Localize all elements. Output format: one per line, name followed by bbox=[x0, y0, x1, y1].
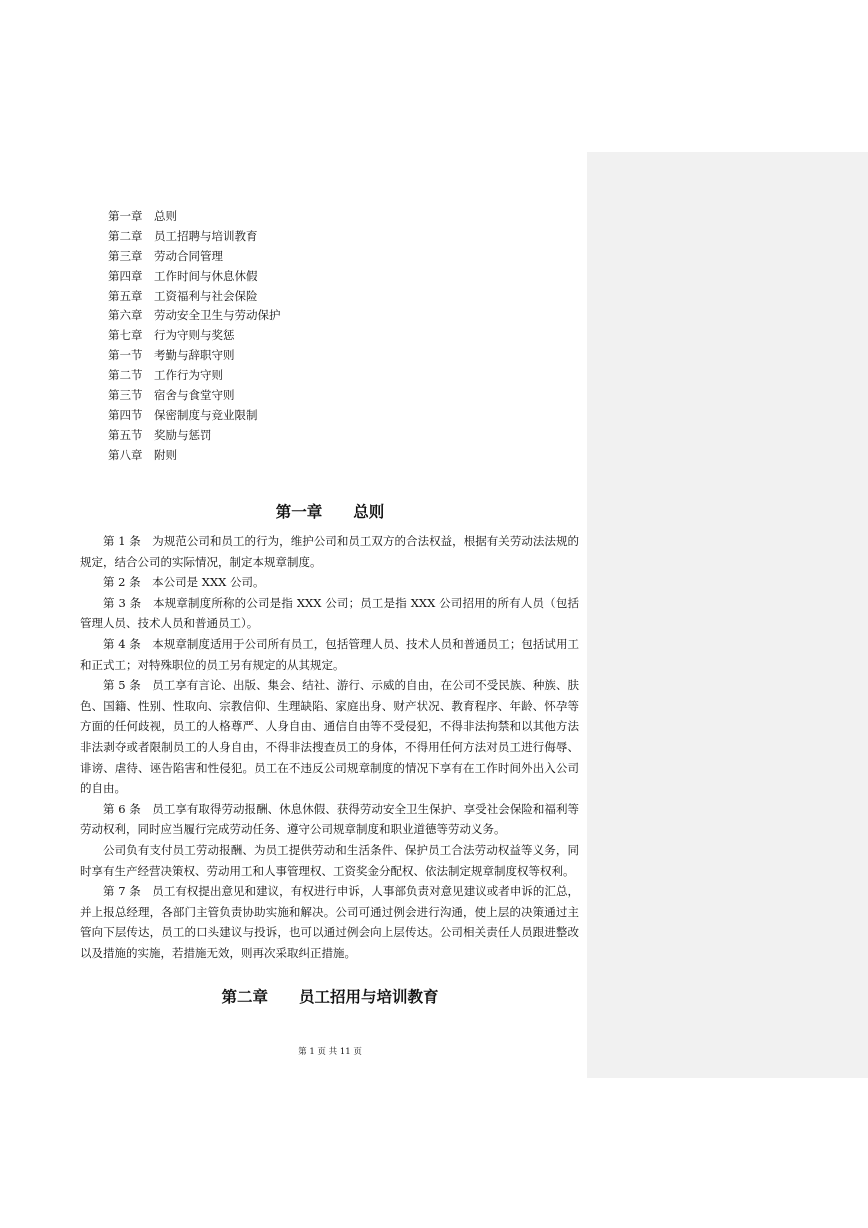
toc-item[interactable] bbox=[108, 287, 408, 307]
toc-item[interactable] bbox=[108, 306, 408, 326]
toc-item[interactable] bbox=[108, 446, 408, 466]
toc-item[interactable] bbox=[108, 406, 408, 426]
page-footer: 第 1 页 共 11 页 bbox=[298, 1047, 362, 1057]
toc-title: 奖励与惩罚 bbox=[154, 427, 212, 442]
article-paragraph: 第 6 条 员工享有取得劳动报酬、休息休假、获得劳动安全卫生保护、享受社会保险和福利等劳动权利，同时应当履行完成劳动任务、遵守公司规章制度和职业道德等劳动义务。 bbox=[80, 801, 579, 837]
chapter-heading: 第一章 总则 bbox=[275, 503, 385, 521]
article-paragraph: 第 1 条 为规范公司和员工的行为，维护公司和员工双方的合法权益，根据有关劳动法法规的规定，结合公司的实际情况，制定本规章制度。 bbox=[80, 534, 579, 569]
article-paragraph: 公司负有支付员工劳动报酬、为员工提供劳动和生活条件、保护员工合法劳动权益等义务，同时享有生产经营决策权、劳动用工和人事管理权、工资奖金分配权、依法制定规章制度权等权利。 bbox=[80, 842, 579, 878]
toc-title: 附则 bbox=[154, 447, 177, 462]
toc-item[interactable] bbox=[108, 326, 408, 346]
toc-title: 员工招聘与培训教育 bbox=[154, 228, 258, 243]
toc-title: 工资福利与社会保险 bbox=[154, 288, 258, 303]
toc-number: 第六章 bbox=[108, 308, 143, 323]
toc-item[interactable] bbox=[108, 426, 408, 446]
article-paragraph: 第 2 条 本公司是 XXX 公司。 bbox=[103, 575, 265, 590]
toc-title: 行为守则与奖惩 bbox=[154, 328, 235, 343]
article-paragraph: 第 4 条 本规章制度适用于公司所有员工，包括管理人员、技术人员和普通员工；包括试用工和正式工；对特殊职位的员工另有规定的从其规定。 bbox=[80, 636, 579, 672]
chapter-heading: 第二章 员工招用与培训教育 bbox=[221, 988, 439, 1006]
toc-number: 第三章 bbox=[108, 248, 143, 263]
toc-number: 第四节 bbox=[108, 407, 143, 422]
table-of-contents bbox=[108, 207, 408, 466]
toc-title: 考勤与辞职守则 bbox=[154, 348, 235, 363]
article-paragraph: 第 5 条 员工享有言论、出版、集会、结社、游行、示威的自由，在公司不受民族、种族、肤色、国籍、性别、性取向、宗教信仰、生理缺陷、家庭出身、财产状况、教育程序、年龄、怀孕等方面的任何歧视，员工的人格尊严、人身自由、通信自由等不受侵犯，不得非法拘禁和以其他方法非法剥夺或者限制员工的人身自由，不得非法搜查员工的身体，不得用任何方法对员工进行侮辱、诽谤、虐待、诬告陷害和性侵犯。员工在不违反公司规章制度的情况下享有在工作时间外出入公司的自由。 bbox=[80, 678, 579, 796]
toc-item[interactable] bbox=[108, 247, 408, 267]
toc-item[interactable] bbox=[108, 207, 408, 227]
toc-number: 第一章 bbox=[108, 209, 143, 223]
toc-item[interactable] bbox=[108, 227, 408, 247]
toc-number: 第七章 bbox=[108, 328, 143, 343]
toc-number: 第三节 bbox=[108, 388, 143, 403]
toc-number: 第一节 bbox=[108, 348, 143, 363]
toc-title: 保密制度与竞业限制 bbox=[154, 407, 258, 422]
toc-number: 第五节 bbox=[108, 427, 143, 442]
comment-pane bbox=[587, 152, 868, 1078]
article-paragraph: 第 7 条 员工有权提出意见和建议，有权进行申诉，人事部负责对意见建议或者申诉的汇总，并上报总经理，各部门主管负责协助实施和解决。公司可通过例会进行沟通，使上层的决策通过主管向下层传达，员工的口头建议与投诉，也可以通过例会向上层传达。公司相关责任人员跟进整改以及措施的实施，若措施无效，则再次采取纠正措施。 bbox=[80, 884, 579, 960]
toc-title: 总则 bbox=[154, 209, 177, 223]
article-paragraph: 第 3 条 本规章制度所称的公司是指 XXX 公司；员工是指 XXX 公司招用的所有人员（包括管理人员、技术人员和普通员工）。 bbox=[80, 595, 579, 631]
toc-title: 工作时间与休息休假 bbox=[154, 268, 258, 283]
toc-title: 工作行为守则 bbox=[154, 368, 223, 383]
toc-item[interactable] bbox=[108, 346, 408, 366]
toc-title: 宿舍与食堂守则 bbox=[154, 388, 235, 403]
toc-title: 劳动合同管理 bbox=[154, 248, 223, 263]
toc-title: 劳动安全卫生与劳动保护 bbox=[154, 308, 281, 323]
toc-number: 第二节 bbox=[108, 368, 143, 383]
toc-item[interactable] bbox=[108, 366, 408, 386]
toc-number: 第二章 bbox=[108, 228, 143, 243]
toc-item[interactable] bbox=[108, 386, 408, 406]
toc-number: 第五章 bbox=[108, 288, 143, 303]
chapter-body bbox=[80, 531, 579, 963]
toc-item[interactable] bbox=[108, 267, 408, 287]
toc-number: 第八章 bbox=[108, 447, 143, 462]
toc-number: 第四章 bbox=[108, 268, 143, 283]
